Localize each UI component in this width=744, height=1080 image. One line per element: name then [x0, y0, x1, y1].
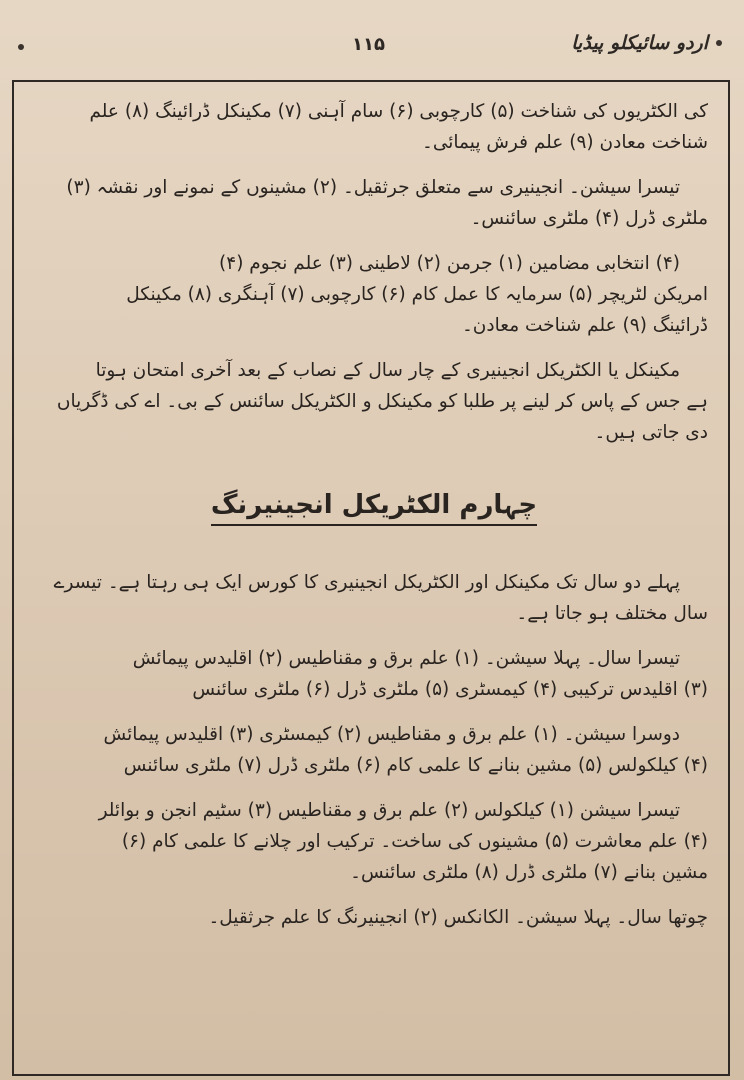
text-line: دوسرا سیشن۔ (۱) علم برق و مقناطیس (۲) کیمسٹری (۳) اقلیدس پیمائش: [103, 724, 680, 745]
section-heading-text: چہارم الکٹریکل انجینیرنگ: [211, 490, 537, 526]
text-line: دی جاتی ہیں۔: [594, 422, 708, 443]
text-line: مشین بنانے (۷) ملٹری ڈرل (۸) ملٹری سائنس۔: [350, 862, 708, 883]
text-line: (۴) کیلکولس (۵) مشین بنانے کا علمی کام (۶) ملٹری ڈرل (۷) ملٹری سائنس: [123, 755, 708, 776]
text-line: ڈرائینگ (۹) علم شناخت معادن۔: [461, 315, 708, 336]
text-line: تیسرا سیشن۔ انجینیری سے متعلق جرثقیل۔ (۲) مشینوں کے نمونے اور نقشہ (۳): [66, 177, 680, 198]
text-line: (۴) علم معاشرت (۵) مشینوں کی ساخت۔ ترکیب اور چلانے کا علمی کام (۶): [121, 831, 708, 852]
text-line: کی الکٹریوں کی شناخت (۵) کارچوبی (۶) سام آہنی (۷) مکینکل ڈرائینگ (۸) علم: [89, 101, 708, 122]
text-line: سال مختلف ہو جاتا ہے۔: [516, 603, 708, 624]
ink-speck: [716, 40, 722, 46]
text-line: شناخت معادن (۹) علم فرش پیمائی۔: [422, 132, 708, 153]
text-line: پہلے دو سال تک مکینکل اور الکٹریکل انجینیری کا کورس ایک ہی رہتا ہے۔ تیسرے: [53, 572, 680, 593]
text-line: مکینکل یا الکٹریکل انجینیری کے چار سال کے نصاب کے بعد آخری امتحان ہوتا: [95, 360, 680, 381]
page-body: [40, 96, 708, 933]
page-header: [24, 30, 714, 70]
text-line: (۳) اقلیدس ترکیبی (۴) کیمسٹری (۵) ملٹری ڈرل (۶) ملٹری سائنس: [192, 679, 708, 700]
section-heading: [40, 490, 708, 521]
text-line: (۴) انتخابی مضامین (۱) جرمن (۲) لاطینی (۳) علم نجوم (۴): [219, 253, 680, 274]
running-title: اردو سائیکلو پیڈیا: [571, 32, 708, 54]
page-number: ۱۱۵: [352, 34, 385, 55]
text-line: چوتھا سال۔ پہلا سیشن۔ الکانکس (۲) انجینیرنگ کا علم جرثقیل۔: [208, 907, 708, 928]
text-line: امریکن لٹریچر (۵) سرمایہ کا عمل کام (۶) کارچوبی (۷) آہنگری (۸) مکینکل: [126, 284, 708, 305]
text-line: تیسرا سیشن (۱) کیلکولس (۲) علم برق و مقناطیس (۳) سٹیم انجن و بوائلر: [98, 800, 680, 821]
text-line: ہے جس کے پاس کر لینے پر طلبا کو مکینکل و الکٹریکل سائنس کے بی۔ اے کی ڈگریاں: [56, 391, 708, 412]
text-line: تیسرا سال۔ پہلا سیشن۔ (۱) علم برق و مقناطیس (۲) اقلیدس پیمائش: [132, 648, 680, 669]
text-line: ملٹری ڈرل (۴) ملٹری سائنس۔: [470, 208, 708, 229]
